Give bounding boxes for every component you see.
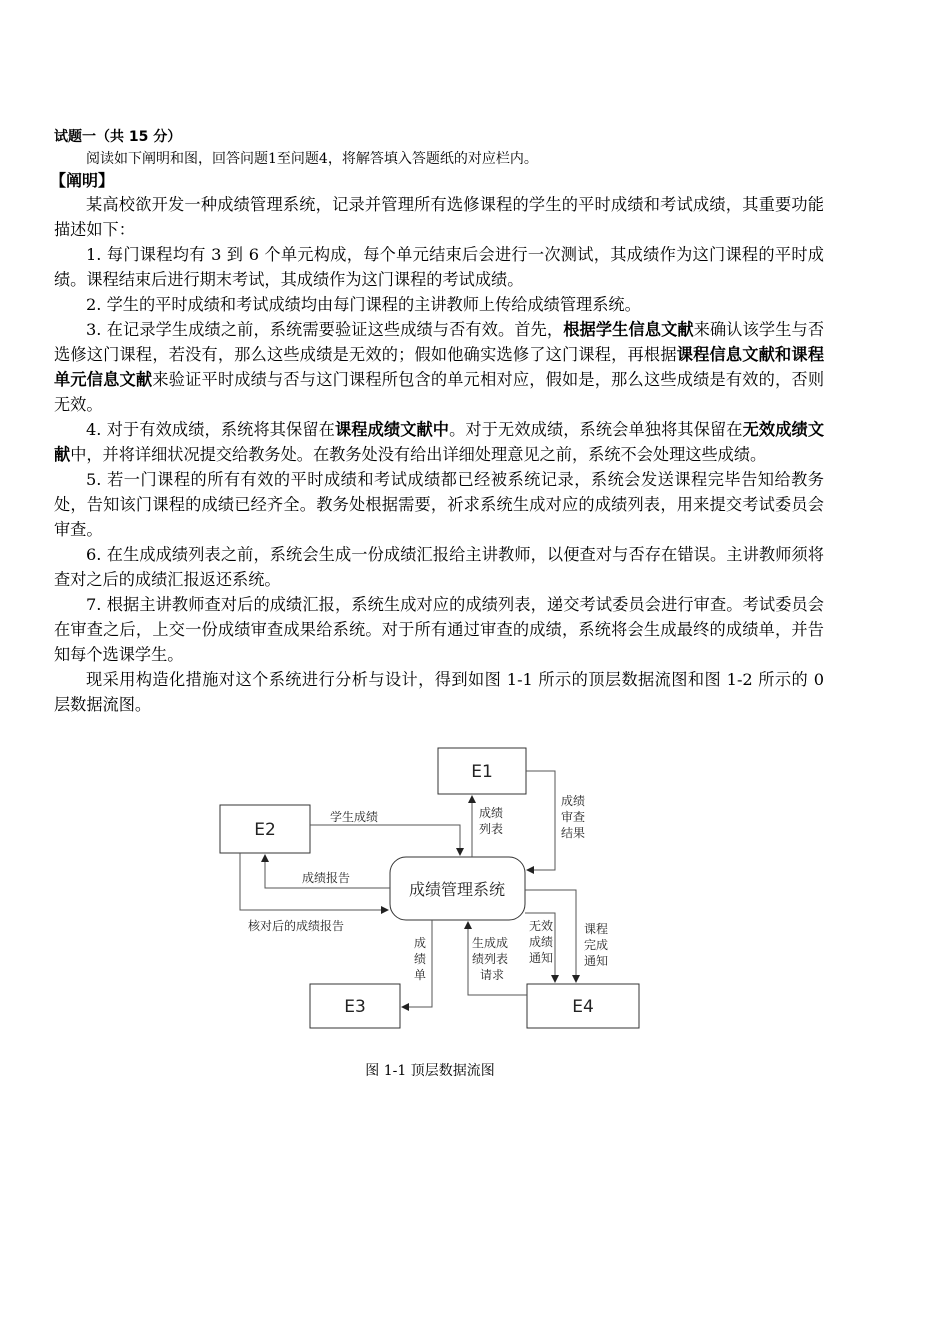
flow-checked-report: 核对后的成绩报告 [248,919,345,933]
flow-transcript-3: 单 [414,968,427,982]
document-body [50,126,825,717]
flow-invalid-notice-1: 无效 [529,919,554,933]
flow-course-done-2: 完成 [584,938,609,952]
flow-review-result-2: 审查 [561,810,586,824]
flow-course-done-1: 课程 [584,922,609,936]
paragraph: 6. 在生成成绩列表之前，系统会生成一份成绩汇报给主讲教师，以便查对与否存在错误。主讲教师须将查对之后的成绩汇报返还系统。 [54,545,824,589]
paragraph: 3. 在记录学生成绩之前，系统需要验证这些成绩与否有效。首先，根据学生信息文献来确认该学生与否选修这门课程，若没有，那么这些成绩是无效的；假如他确实选修了这门课程，再根据课程信息文献和课程单元信息文献来验证平时成绩与否与这门课程所包含的单元相对应，假如是，那么这些成绩是有效的，否则无效。 [54,320,825,414]
question-intro: 阅读如下阐明和图，回答问题1至问题4，将解答填入答题纸的对应栏内。 [86,151,538,167]
flow-transcript-2: 绩 [414,952,427,966]
entity-e3: E3 [344,997,366,1017]
flow-invalid-notice-3: 通知 [529,951,554,965]
paragraph: 4. 对于有效成绩，系统将其保留在课程成绩文献中。对于无效成绩，系统会单独将其保留在无效成绩文献中，并将详细状况提交给教务处。在教务处没有给出详细处理意见之前，系统不会处理这些成绩。 [54,420,825,464]
figure-caption: 图 1-1 顶层数据流图 [365,1063,495,1079]
process-label: 成绩管理系统 [408,880,506,899]
paragraph: 2. 学生的平时成绩和考试成绩均由每门课程的主讲教师上传给成绩管理系统。 [86,295,641,314]
paragraph: 1. 每门课程均有 3 到 6 个单元构成，每个单元结束后会进行一次测试，其成绩作为这门课程的平时成绩。课程结束后进行期末考试，其成绩作为这门课程的考试成绩。 [54,245,824,289]
flow-list-request-3: 请求 [480,968,505,982]
flow-student-scores: 学生成绩 [330,810,379,824]
flow-score-report: 成绩报告 [302,871,351,885]
flow-score-list-1: 成绩 [479,806,504,820]
flow-invalid-notice-2: 成绩 [529,935,554,949]
flow-transcript-1: 成 [414,936,427,950]
flow-review-result-3: 结果 [561,826,586,840]
data-flow-diagram [210,745,650,1035]
flow-score-list-2: 列表 [479,822,504,836]
entity-e2: E2 [254,820,276,840]
paragraph: 7. 根据主讲教师查对后的成绩汇报，系统生成对应的成绩列表，递交考试委员会进行审查。考试委员会在审查之后，上交一份成绩审查成果给系统。对于所有通过审查的成绩，系统将会生成最终的成绩单，并告知每个选课学生。 [54,595,824,664]
flow-list-request-1: 生成成 [472,936,509,950]
flow-list-request-2: 绩列表 [472,952,509,966]
flow-course-done-3: 通知 [584,954,609,968]
paragraph: 某高校欲开发一种成绩管理系统，记录并管理所有选修课程的学生的平时成绩和考试成绩，其重要功能描述如下： [54,195,824,239]
entity-e4: E4 [572,997,594,1017]
entity-e1: E1 [471,762,493,782]
paragraph: 现采用构造化措施对这个系统进行分析与设计，得到如图 1-1 所示的顶层数据流图和图 1-2 所示的 0 层数据流图。 [54,670,824,714]
paragraph: 5. 若一门课程的所有有效的平时成绩和考试成绩都已经被系统记录，系统会发送课程完毕告知给教务处，告知该门课程的成绩已经齐全。教务处根据需要，祈求系统生成对应的成绩列表，用来提交考试委员会审查。 [54,470,824,539]
flow-review-result-1: 成绩 [561,794,586,808]
section-heading: 【阐明】 [50,171,115,190]
question-title: 试题一（共 15 分） [54,129,182,145]
